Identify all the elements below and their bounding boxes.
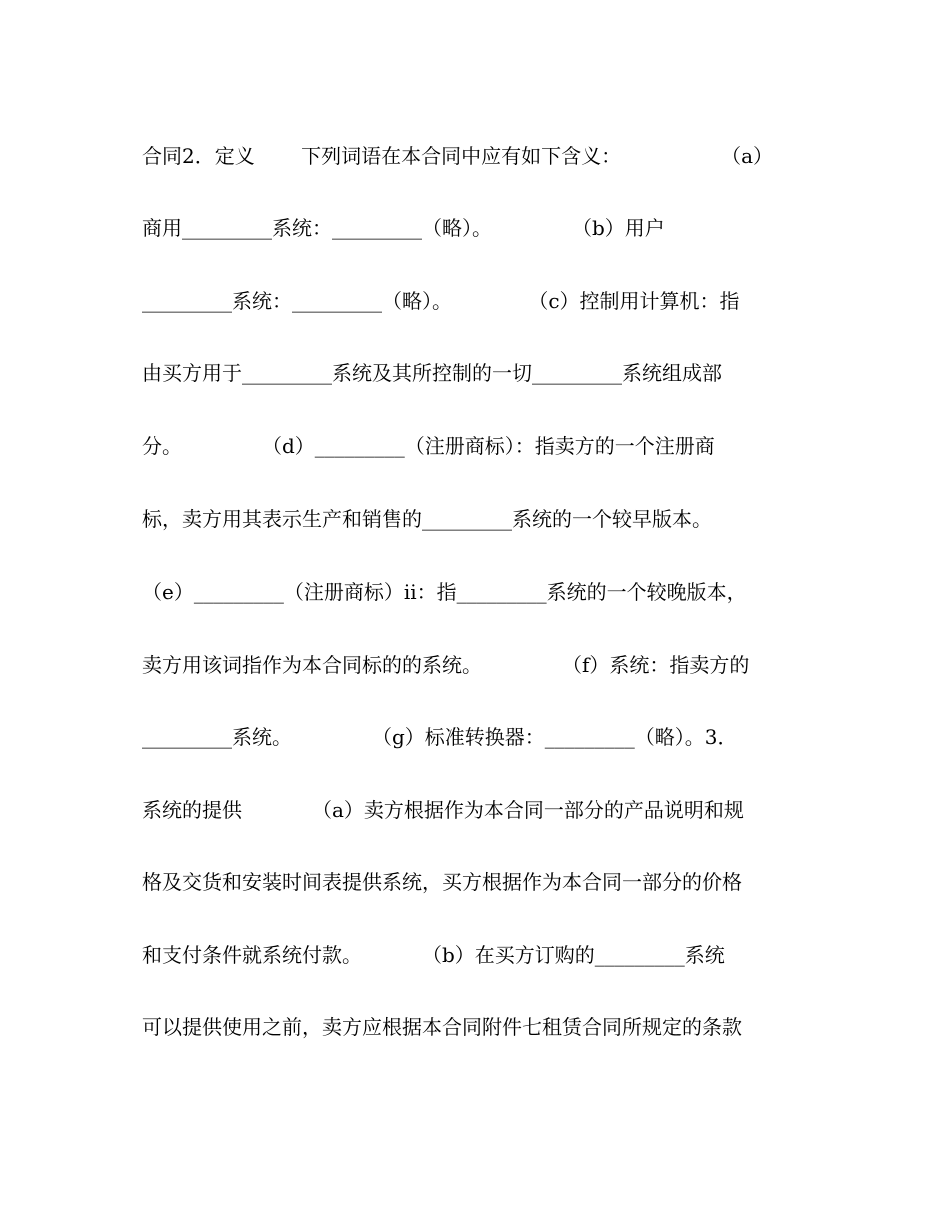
text-line: _________系统：_________（略）。 （c）控制用计算机：指 [142, 289, 740, 313]
text-line: 格及交货和安装时间表提供系统，买方根据作为本合同一部分的价格 [142, 870, 742, 894]
text-line: 商用_________系统：_________（略）。 （b）用户 [142, 216, 665, 240]
text-line: 卖方用该词指作为本合同标的的系统。 （f）系统：指卖方的 [142, 653, 750, 677]
text-line: _________系统。 （g）标准转换器：_________（略）。3． [142, 725, 738, 749]
text-line: 和支付条件就系统付款。 （b）在买方订购的_________系统 [142, 943, 725, 967]
text-line: 合同2．定义 下列词语在本合同中应有如下含义： （a） [142, 144, 774, 168]
text-line: 系统的提供 （a）卖方根据作为本合同一部分的产品说明和规 [142, 798, 744, 822]
text-line: 由买方用于_________系统及其所控制的一切_________系统组成部 [142, 361, 722, 385]
text-line: 可以提供使用之前，卖方应根据本合同附件七租赁合同所规定的条款 [142, 1015, 742, 1039]
text-line: 标，卖方用其表示生产和销售的_________系统的一个较早版本。 [142, 507, 712, 531]
text-line: 分。 （d）_________（注册商标）：指卖方的一个注册商 [142, 434, 715, 458]
text-line: （e）_________（注册商标）ii：指_________系统的一个较晚版本， [142, 580, 747, 604]
